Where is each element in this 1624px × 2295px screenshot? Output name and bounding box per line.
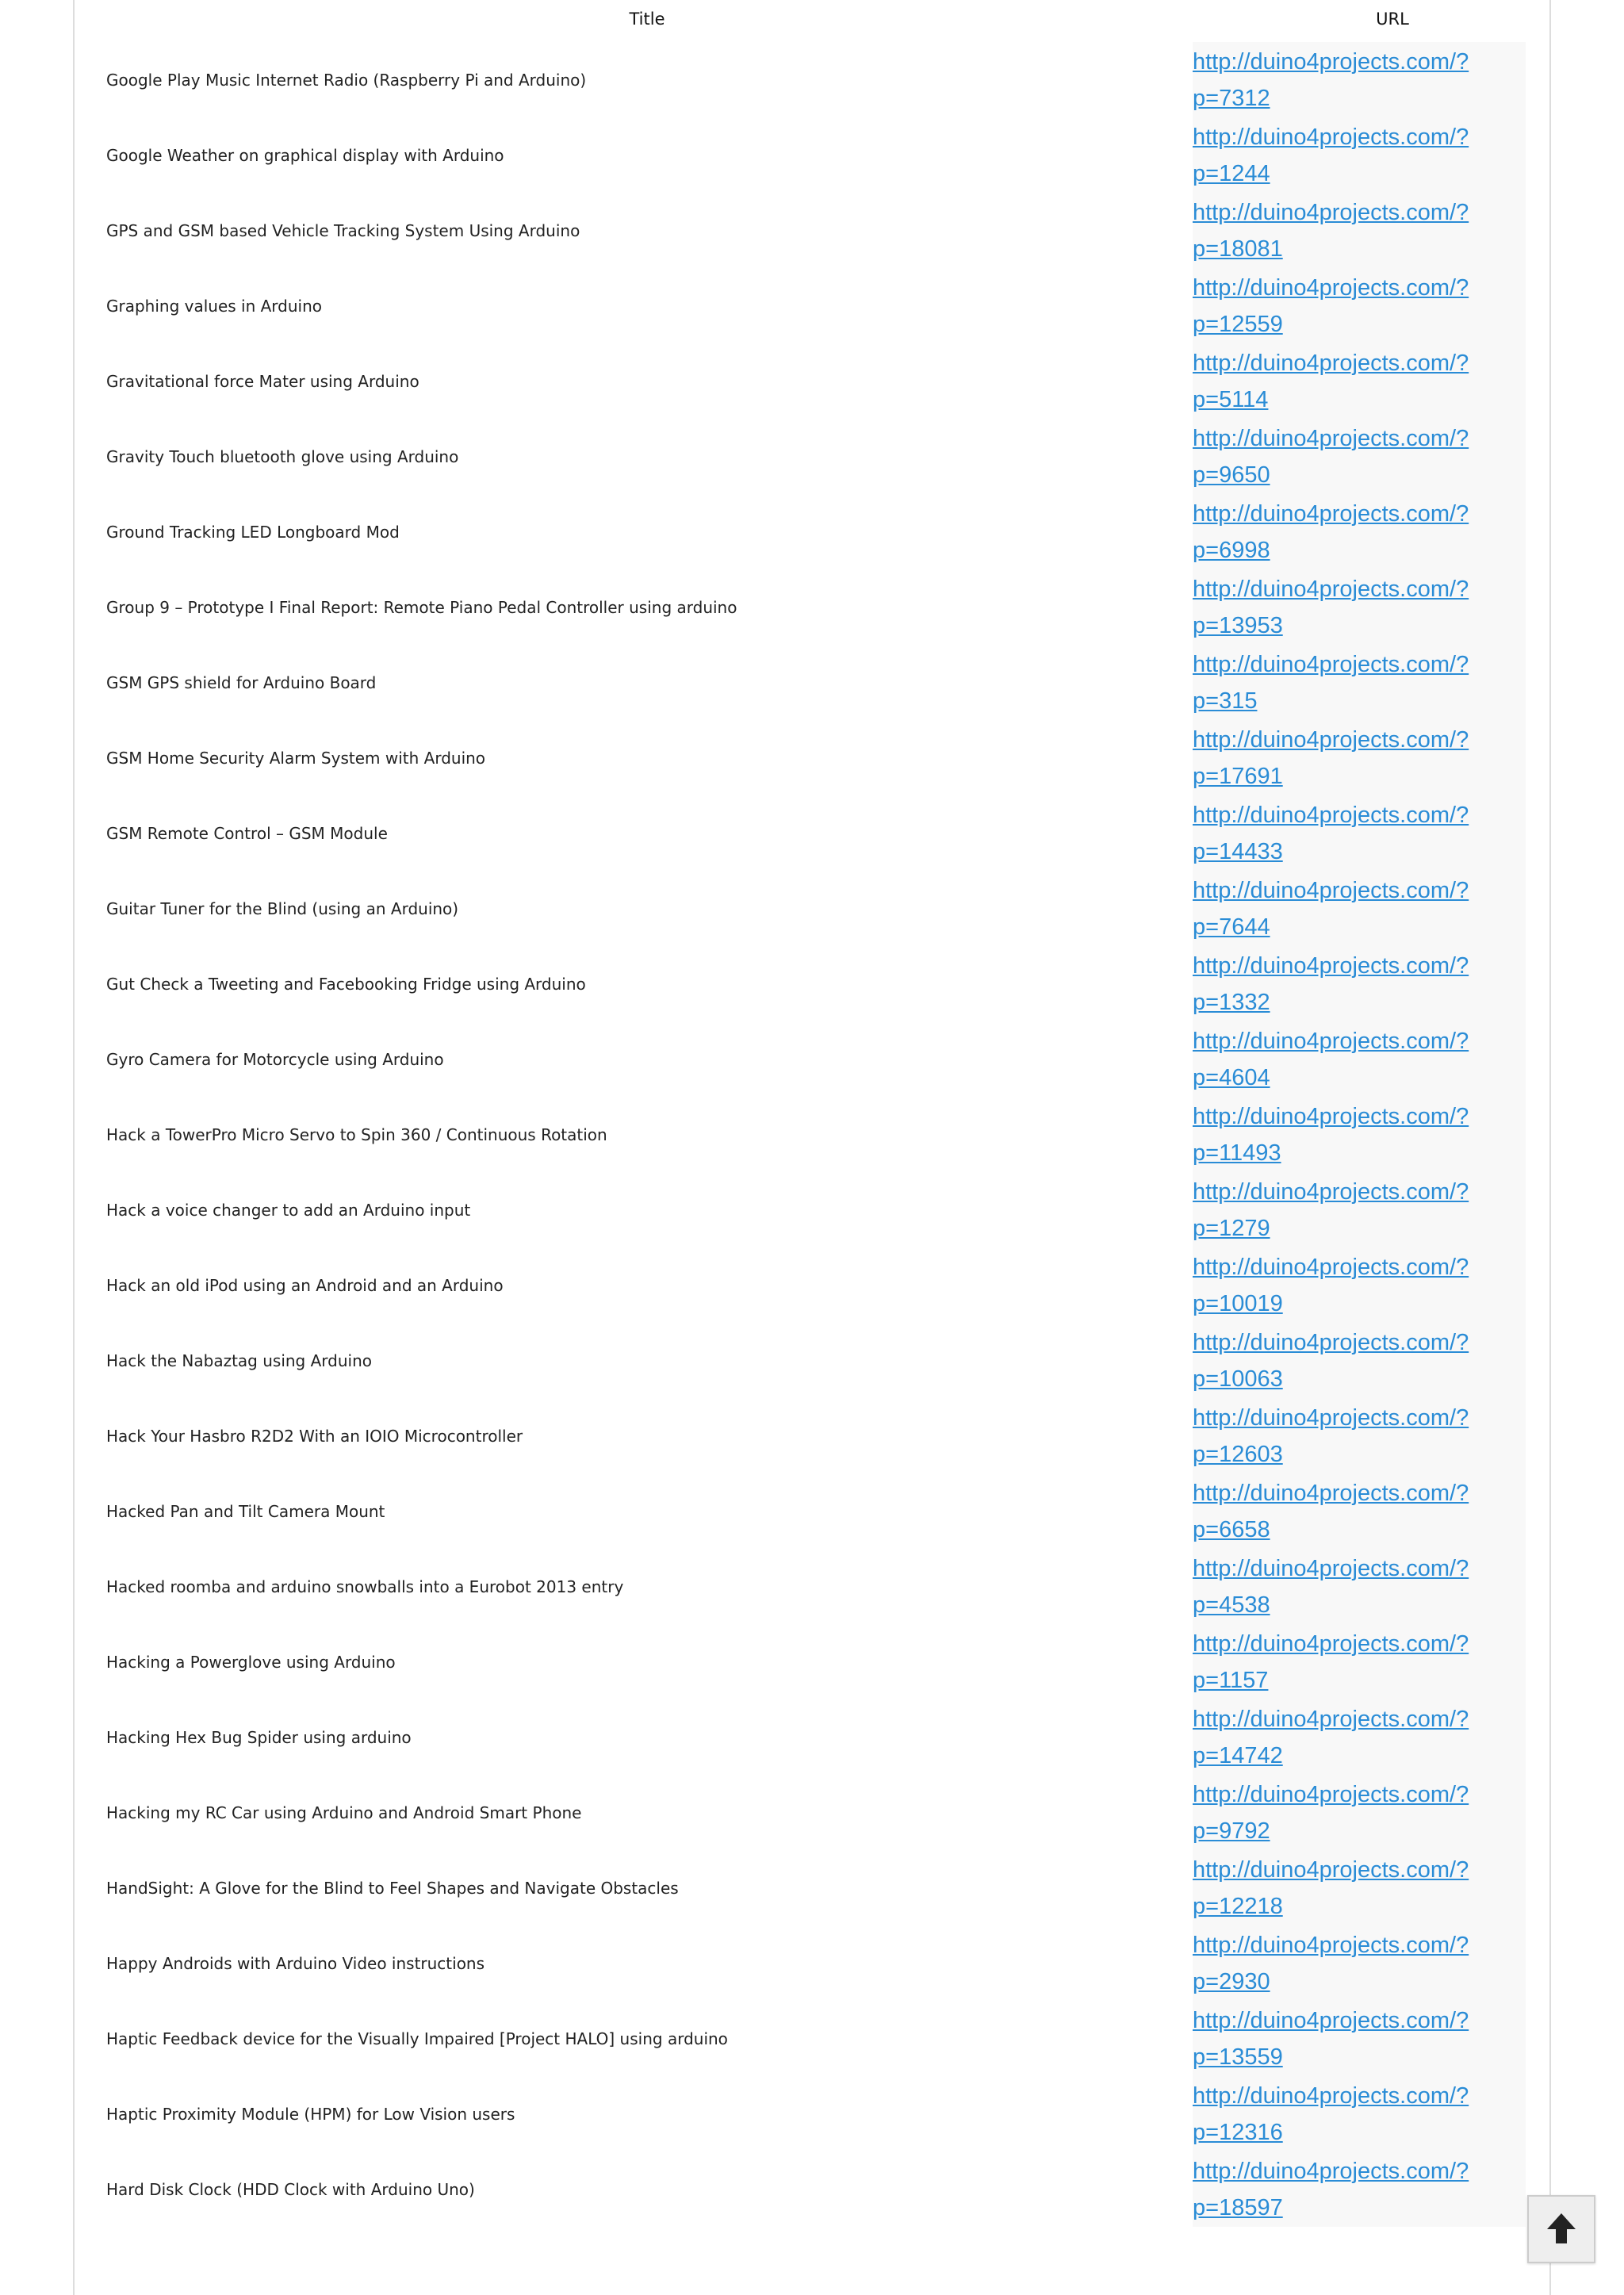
row-title: GSM Remote Control – GSM Module — [106, 823, 388, 843]
row-url-line1: http://duino4projects.com/? — [1193, 1028, 1469, 1054]
row-url-line1: http://duino4projects.com/? — [1193, 274, 1469, 301]
row-url-line1: http://duino4projects.com/? — [1193, 425, 1469, 451]
row-url-link[interactable] — [1193, 119, 1469, 192]
row-url-cell — [1193, 193, 1526, 268]
column-header-url: URL — [1376, 10, 1409, 29]
table-row — [75, 1850, 1549, 1925]
row-url-link[interactable] — [1193, 194, 1469, 267]
table-row — [75, 569, 1549, 645]
row-url-line1: http://duino4projects.com/? — [1193, 500, 1469, 527]
table-row — [75, 645, 1549, 720]
row-url-cell — [1193, 1549, 1526, 1624]
row-url-link[interactable] — [1193, 2078, 1469, 2151]
row-url-link[interactable] — [1193, 420, 1469, 493]
row-url-line2: p=11493 — [1193, 1140, 1281, 1166]
row-url-line2: p=14742 — [1193, 1742, 1283, 1768]
row-url-cell — [1193, 871, 1526, 946]
row-url-cell — [1193, 1172, 1526, 1247]
row-url-line1: http://duino4projects.com/? — [1193, 576, 1469, 602]
row-url-line2: p=12603 — [1193, 1441, 1283, 1467]
row-url-link[interactable] — [1193, 345, 1469, 418]
table-row — [75, 1624, 1549, 1699]
row-title: Gravity Touch bluetooth glove using Arduino — [106, 446, 459, 466]
row-url-line1: http://duino4projects.com/? — [1193, 952, 1469, 979]
row-url-line1: http://duino4projects.com/? — [1193, 2082, 1469, 2109]
scroll-to-top-button[interactable] — [1527, 2195, 1595, 2263]
row-url-line2: p=1279 — [1193, 1215, 1270, 1241]
row-url-line1: http://duino4projects.com/? — [1193, 48, 1469, 75]
table-header — [75, 0, 1549, 44]
table-row — [75, 268, 1549, 343]
row-url-line1: http://duino4projects.com/? — [1193, 1254, 1469, 1280]
row-url-line2: p=7644 — [1193, 914, 1270, 940]
row-url-cell — [1193, 2151, 1526, 2227]
row-title: Hacking Hex Bug Spider using arduino — [106, 1727, 412, 1747]
row-url-link[interactable] — [1193, 1174, 1469, 1247]
row-title: Graphing values in Arduino — [106, 296, 323, 316]
row-url-line2: p=14433 — [1193, 838, 1283, 864]
table-row — [75, 1021, 1549, 1097]
row-url-line1: http://duino4projects.com/? — [1193, 877, 1469, 903]
row-url-cell — [1193, 720, 1526, 795]
row-url-line1: http://duino4projects.com/? — [1193, 1480, 1469, 1506]
row-url-link[interactable] — [1193, 270, 1469, 343]
table-row — [75, 42, 1549, 117]
row-url-cell — [1193, 117, 1526, 193]
row-title: Hack an old iPod using an Android and an Arduino — [106, 1275, 504, 1295]
row-url-line2: p=12316 — [1193, 2119, 1283, 2145]
row-url-link[interactable] — [1193, 1475, 1469, 1548]
row-url-line1: http://duino4projects.com/? — [1193, 1404, 1469, 1431]
row-title: Gravitational force Mater using Arduino — [106, 371, 419, 391]
row-title: Google Weather on graphical display with Arduino — [106, 145, 504, 165]
row-url-line1: http://duino4projects.com/? — [1193, 350, 1469, 376]
row-title: Hack Your Hasbro R2D2 With an IOIO Microcontroller — [106, 1426, 523, 1446]
row-url-link[interactable] — [1193, 2153, 1469, 2226]
row-url-link[interactable] — [1193, 1324, 1469, 1397]
row-title: HandSight: A Glove for the Blind to Feel Shapes and Navigate Obstacles — [106, 1878, 679, 1898]
row-url-link[interactable] — [1193, 1023, 1469, 1096]
row-url-cell — [1193, 1850, 1526, 1925]
row-url-line1: http://duino4projects.com/? — [1193, 124, 1469, 150]
row-url-line1: http://duino4projects.com/? — [1193, 1630, 1469, 1657]
row-url-cell — [1193, 419, 1526, 494]
row-url-cell — [1193, 268, 1526, 343]
row-url-line1: http://duino4projects.com/? — [1193, 1329, 1469, 1355]
row-url-cell — [1193, 1247, 1526, 1323]
row-url-link[interactable] — [1193, 1701, 1469, 1774]
row-url-line1: http://duino4projects.com/? — [1193, 2007, 1469, 2033]
row-url-cell — [1193, 1775, 1526, 1850]
row-url-cell — [1193, 1473, 1526, 1549]
row-url-link[interactable] — [1193, 1098, 1469, 1171]
row-url-line2: p=4538 — [1193, 1592, 1270, 1618]
row-url-cell — [1193, 2001, 1526, 2076]
row-title: GSM GPS shield for Arduino Board — [106, 672, 377, 692]
row-title: Ground Tracking LED Longboard Mod — [106, 522, 400, 542]
row-title: Gut Check a Tweeting and Facebooking Fridge using Arduino — [106, 974, 586, 994]
table-row — [75, 720, 1549, 795]
row-url-cell — [1193, 1398, 1526, 1473]
row-url-link[interactable] — [1193, 948, 1469, 1021]
row-url-line2: p=1157 — [1193, 1667, 1269, 1693]
row-url-line2: p=4604 — [1193, 1064, 1270, 1090]
row-url-line2: p=12218 — [1193, 1893, 1283, 1919]
row-url-line2: p=7312 — [1193, 85, 1270, 111]
row-url-line2: p=6998 — [1193, 537, 1270, 563]
row-title: Hack a TowerPro Micro Servo to Spin 360 / Continuous Rotation — [106, 1125, 607, 1144]
row-url-link[interactable] — [1193, 1776, 1469, 1849]
row-url-line2: p=1332 — [1193, 989, 1270, 1015]
table-row — [75, 1097, 1549, 1172]
row-url-line2: p=1244 — [1193, 160, 1270, 186]
table-body — [75, 42, 1549, 2227]
row-url-cell — [1193, 569, 1526, 645]
row-url-cell — [1193, 42, 1526, 117]
row-url-link[interactable] — [1193, 797, 1469, 870]
table-row — [75, 795, 1549, 871]
row-url-line2: p=2930 — [1193, 1968, 1270, 1994]
row-url-cell — [1193, 1323, 1526, 1398]
row-url-cell — [1193, 1097, 1526, 1172]
row-url-line1: http://duino4projects.com/? — [1193, 802, 1469, 828]
row-url-link[interactable] — [1193, 1927, 1469, 2000]
table-row — [75, 1699, 1549, 1775]
row-url-link[interactable] — [1193, 1400, 1469, 1473]
row-url-line1: http://duino4projects.com/? — [1193, 651, 1469, 677]
table-row — [75, 343, 1549, 419]
row-url-line2: p=5114 — [1193, 386, 1269, 412]
row-url-line2: p=18597 — [1193, 2194, 1283, 2220]
row-url-link[interactable] — [1193, 496, 1469, 569]
row-title: Hard Disk Clock (HDD Clock with Arduino Uno) — [106, 2179, 475, 2199]
table-row — [75, 871, 1549, 946]
row-title: Hack a voice changer to add an Arduino input — [106, 1200, 471, 1220]
row-url-cell — [1193, 343, 1526, 419]
row-title: Haptic Proximity Module (HPM) for Low Vision users — [106, 2104, 515, 2124]
table-row — [75, 494, 1549, 569]
row-title: Hacked roomba and arduino snowballs into a Eurobot 2013 entry — [106, 1577, 624, 1596]
table-row — [75, 1473, 1549, 1549]
table-row — [75, 193, 1549, 268]
table-row — [75, 117, 1549, 193]
arrow-up-icon — [1545, 2212, 1577, 2247]
row-url-line2: p=9650 — [1193, 462, 1270, 488]
row-url-line1: http://duino4projects.com/? — [1193, 726, 1469, 753]
row-title: Google Play Music Internet Radio (Raspberry Pi and Arduino) — [106, 70, 587, 90]
row-url-line1: http://duino4projects.com/? — [1193, 1856, 1469, 1883]
row-url-line1: http://duino4projects.com/? — [1193, 2158, 1469, 2184]
row-url-cell — [1193, 1925, 1526, 2001]
row-url-cell — [1193, 1699, 1526, 1775]
row-url-link[interactable] — [1193, 722, 1469, 795]
row-url-link[interactable] — [1193, 571, 1469, 644]
row-title: GPS and GSM based Vehicle Tracking System Using Arduino — [106, 220, 580, 240]
row-url-line2: p=12559 — [1193, 311, 1283, 337]
row-url-cell — [1193, 645, 1526, 720]
column-header-title: Title — [629, 10, 665, 29]
row-url-line2: p=10019 — [1193, 1290, 1283, 1316]
table-row — [75, 1398, 1549, 1473]
row-url-line2: p=17691 — [1193, 763, 1283, 789]
row-title: Gyro Camera for Motorcycle using Arduino — [106, 1049, 444, 1069]
row-url-line2: p=10063 — [1193, 1366, 1283, 1392]
table-row — [75, 946, 1549, 1021]
row-url-link[interactable] — [1193, 2002, 1469, 2075]
row-url-link[interactable] — [1193, 1249, 1469, 1322]
table-row — [75, 1247, 1549, 1323]
row-url-line2: p=13559 — [1193, 2044, 1283, 2070]
row-title: GSM Home Security Alarm System with Arduino — [106, 748, 486, 768]
table-row — [75, 1549, 1549, 1624]
row-url-cell — [1193, 494, 1526, 569]
table-row — [75, 2076, 1549, 2151]
row-url-cell — [1193, 946, 1526, 1021]
table-row — [75, 2151, 1549, 2227]
row-url-line2: p=9792 — [1193, 1818, 1270, 1844]
row-url-line1: http://duino4projects.com/? — [1193, 1706, 1469, 1732]
row-url-cell — [1193, 2076, 1526, 2151]
row-url-line1: http://duino4projects.com/? — [1193, 1932, 1469, 1958]
row-url-cell — [1193, 1624, 1526, 1699]
row-title: Guitar Tuner for the Blind (using an Arduino) — [106, 898, 459, 918]
row-url-line2: p=18081 — [1193, 236, 1283, 262]
table-row — [75, 419, 1549, 494]
row-title: Hacking my RC Car using Arduino and Android Smart Phone — [106, 1803, 582, 1822]
row-url-cell — [1193, 795, 1526, 871]
table-row — [75, 1172, 1549, 1247]
table-row — [75, 2001, 1549, 2076]
row-url-link[interactable] — [1193, 44, 1469, 117]
row-url-line1: http://duino4projects.com/? — [1193, 199, 1469, 225]
row-title: Hacked Pan and Tilt Camera Mount — [106, 1501, 385, 1521]
content-column — [73, 0, 1551, 2295]
row-url-line1: http://duino4projects.com/? — [1193, 1103, 1469, 1129]
row-url-line2: p=315 — [1193, 688, 1258, 714]
table-row — [75, 1925, 1549, 2001]
row-title: Hack the Nabaztag using Arduino — [106, 1351, 372, 1370]
row-url-cell — [1193, 1021, 1526, 1097]
table-row — [75, 1323, 1549, 1398]
row-url-line2: p=6658 — [1193, 1516, 1270, 1542]
row-url-link[interactable] — [1193, 1550, 1469, 1623]
row-url-link[interactable] — [1193, 872, 1469, 945]
row-title: Hacking a Powerglove using Arduino — [106, 1652, 396, 1672]
row-url-link[interactable] — [1193, 1852, 1469, 1925]
table-row — [75, 1775, 1549, 1850]
row-url-line1: http://duino4projects.com/? — [1193, 1781, 1469, 1807]
row-url-line2: p=13953 — [1193, 612, 1283, 638]
row-url-link[interactable] — [1193, 646, 1469, 719]
row-url-line1: http://duino4projects.com/? — [1193, 1555, 1469, 1581]
row-title: Group 9 – Prototype I Final Report: Remote Piano Pedal Controller using arduino — [106, 597, 737, 617]
row-title: Haptic Feedback device for the Visually Impaired [Project HALO] using arduino — [106, 2029, 728, 2048]
row-url-line1: http://duino4projects.com/? — [1193, 1178, 1469, 1205]
row-title: Happy Androids with Arduino Video instructions — [106, 1953, 485, 1973]
row-url-link[interactable] — [1193, 1626, 1469, 1699]
